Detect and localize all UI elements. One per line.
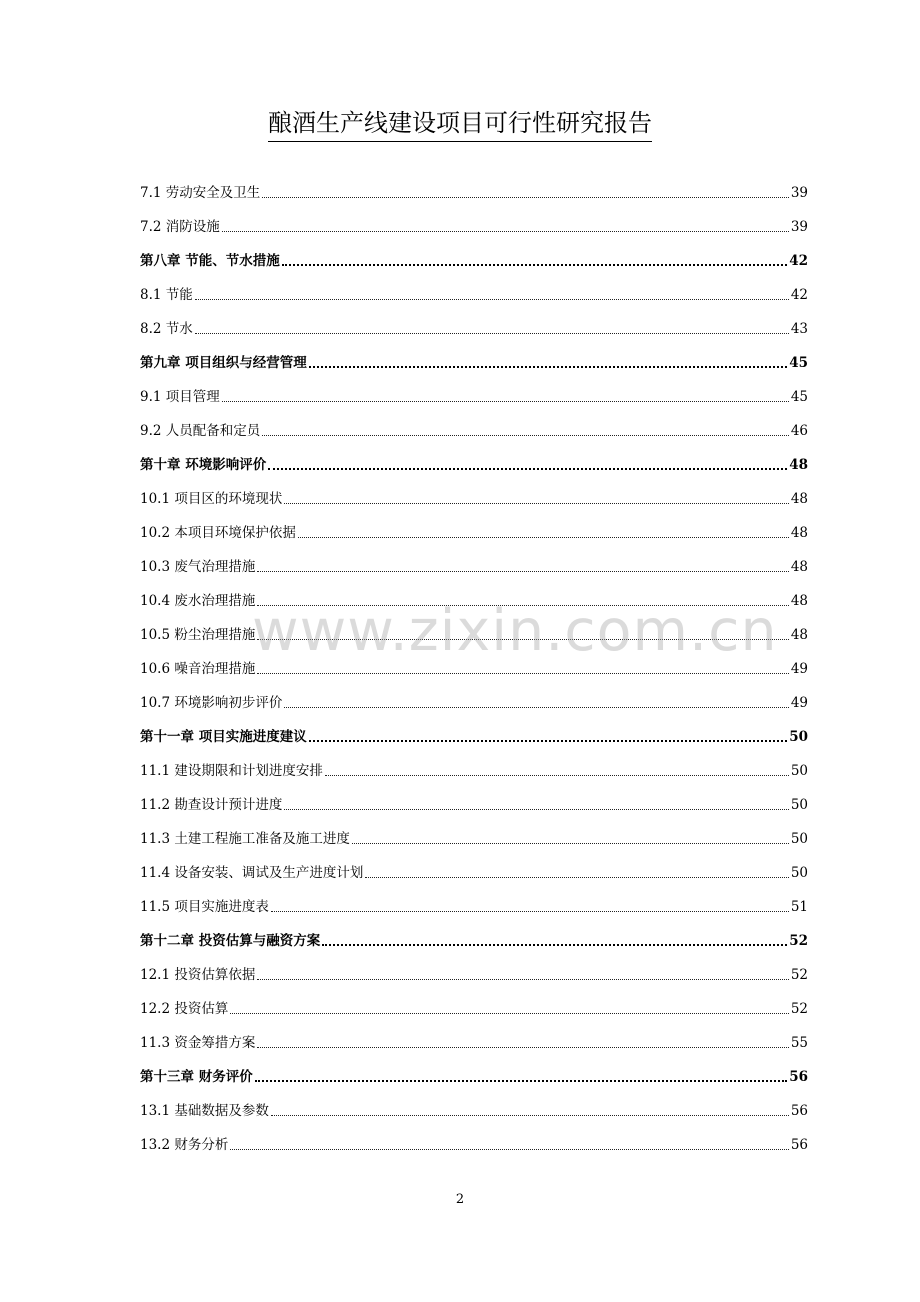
dot-leader	[284, 503, 788, 504]
toc-chapter-page: 42	[789, 253, 808, 269]
toc-entry-page: 39	[790, 219, 808, 235]
dot-leader	[284, 809, 788, 810]
toc-entry-label: 10.4 废水治理措施	[140, 593, 256, 609]
dot-leader	[282, 264, 788, 266]
toc-entry-page: 50	[790, 831, 808, 847]
toc-entry-label: 11.2 勘查设计预计进度	[140, 797, 283, 813]
document-title-text: 酿酒生产线建设项目可行性研究报告	[268, 106, 652, 142]
dot-leader	[271, 1115, 789, 1116]
toc-entry-label: 11.4 设备安装、调试及生产进度计划	[140, 865, 364, 881]
dot-leader	[325, 775, 789, 776]
toc-entry[interactable]	[140, 270, 808, 304]
toc-entry-page: 46	[790, 423, 808, 439]
toc-entry-page: 56	[790, 1103, 808, 1119]
dot-leader	[230, 1149, 788, 1150]
dot-leader	[257, 979, 788, 980]
toc-entry-page: 51	[790, 899, 808, 915]
toc-entry-page: 48	[790, 491, 808, 507]
dot-leader	[230, 1013, 788, 1014]
toc-entry-label: 11.5 项目实施进度表	[140, 899, 269, 915]
toc-chapter-label: 第十二章 投资估算与融资方案	[140, 933, 321, 949]
dot-leader	[257, 673, 788, 674]
toc-entry-label: 7.2 消防设施	[140, 219, 220, 235]
dot-leader	[352, 843, 789, 844]
toc-entry-label: 10.2 本项目环境保护依据	[140, 525, 296, 541]
toc-entry[interactable]	[140, 746, 808, 780]
dot-leader	[222, 401, 789, 402]
toc-chapter[interactable]	[140, 440, 808, 474]
toc-entry[interactable]	[140, 950, 808, 984]
toc-entry[interactable]	[140, 406, 808, 440]
toc-entry-label: 8.2 节水	[140, 321, 193, 337]
toc-entry[interactable]	[140, 984, 808, 1018]
toc-entry-label: 10.1 项目区的环境现状	[140, 491, 283, 507]
dot-leader	[257, 571, 788, 572]
toc-entry-page: 48	[790, 559, 808, 575]
toc-entry-label: 13.1 基础数据及参数	[140, 1103, 269, 1119]
toc-entry-page: 50	[790, 797, 808, 813]
toc-entry[interactable]	[140, 474, 808, 508]
toc-entry[interactable]	[140, 882, 808, 916]
dot-leader	[195, 299, 789, 300]
dot-leader	[195, 333, 789, 334]
toc-entry-label: 11.1 建设期限和计划进度安排	[140, 763, 323, 779]
toc-chapter-page: 52	[789, 933, 808, 949]
toc-entry-label: 8.1 节能	[140, 287, 193, 303]
toc-chapter[interactable]	[140, 338, 808, 372]
toc-entry[interactable]	[140, 372, 808, 406]
dot-leader	[309, 740, 788, 742]
toc-entry-label: 10.7 环境影响初步评价	[140, 695, 283, 711]
watermark: www.zixin.com.cn	[252, 598, 778, 664]
dot-leader	[262, 197, 789, 198]
dot-leader	[271, 911, 789, 912]
toc-entry[interactable]	[140, 848, 808, 882]
dot-leader	[257, 1047, 788, 1048]
toc-chapter-label: 第十三章 财务评价	[140, 1069, 253, 1085]
toc-entry-page: 48	[790, 627, 808, 643]
dot-leader	[322, 944, 787, 946]
toc-entry-page: 48	[790, 525, 808, 541]
toc-entry-page: 49	[790, 695, 808, 711]
toc-chapter-label: 第十一章 项目实施进度建议	[140, 729, 307, 745]
toc-entry-label: 9.1 项目管理	[140, 389, 220, 405]
toc-chapter-label: 第十章 环境影响评价	[140, 457, 267, 473]
dot-leader	[298, 537, 789, 538]
toc-entry-page: 55	[790, 1035, 808, 1051]
toc-entry[interactable]	[140, 542, 808, 576]
dot-leader	[268, 468, 787, 470]
toc-entry-label: 7.1 劳动安全及卫生	[140, 185, 261, 201]
toc-entry-label: 13.2 财务分析	[140, 1137, 229, 1153]
dot-leader	[255, 1080, 788, 1082]
toc-entry-label: 11.3 资金筹措方案	[140, 1035, 256, 1051]
toc-entry-label: 11.3 土建工程施工准备及施工进度	[140, 831, 350, 847]
toc-entry[interactable]	[140, 304, 808, 338]
toc-entry-label: 10.6 噪音治理措施	[140, 661, 256, 677]
toc-chapter[interactable]	[140, 236, 808, 270]
toc-entry-label: 10.3 废气治理措施	[140, 559, 256, 575]
toc-entry-page: 52	[790, 1001, 808, 1017]
toc-entry[interactable]	[140, 168, 808, 202]
toc-entry-page: 42	[790, 287, 808, 303]
dot-leader	[222, 231, 789, 232]
toc-entry-page: 56	[790, 1137, 808, 1153]
toc-chapter-label: 第八章 节能、节水措施	[140, 253, 280, 269]
toc-entry[interactable]	[140, 678, 808, 712]
toc-entry[interactable]	[140, 1086, 808, 1120]
toc-entry-page: 48	[790, 593, 808, 609]
dot-leader	[365, 877, 788, 878]
toc-entry[interactable]	[140, 508, 808, 542]
dot-leader	[262, 435, 789, 436]
toc-entry-page: 49	[790, 661, 808, 677]
toc-chapter-page: 56	[789, 1069, 808, 1085]
toc-entry-label: 9.2 人员配备和定员	[140, 423, 261, 439]
toc-entry-page: 45	[790, 389, 808, 405]
toc-chapter-page: 45	[789, 355, 808, 371]
toc-chapter-label: 第九章 项目组织与经营管理	[140, 355, 307, 371]
toc-entry[interactable]	[140, 814, 808, 848]
toc-chapter[interactable]	[140, 916, 808, 950]
toc-entry-page: 43	[790, 321, 808, 337]
toc-chapter-page: 50	[789, 729, 808, 745]
document-title	[0, 106, 920, 142]
toc-entry-label: 12.1 投资估算依据	[140, 967, 256, 983]
toc-entry-page: 50	[790, 865, 808, 881]
toc-entry-page: 50	[790, 763, 808, 779]
dot-leader	[284, 707, 788, 708]
page-number: 2	[455, 1192, 465, 1207]
toc-entry-label: 10.5 粉尘治理措施	[140, 627, 256, 643]
toc-chapter[interactable]	[140, 712, 808, 746]
toc-chapter-page: 48	[789, 457, 808, 473]
toc-entry[interactable]	[140, 1018, 808, 1052]
toc-chapter[interactable]	[140, 1052, 808, 1086]
toc-entry[interactable]	[140, 1120, 808, 1154]
toc-entry-page: 52	[790, 967, 808, 983]
toc-entry[interactable]	[140, 780, 808, 814]
toc-entry-label: 12.2 投资估算	[140, 1001, 229, 1017]
dot-leader	[309, 366, 788, 368]
toc-entry-page: 39	[790, 185, 808, 201]
toc-entry[interactable]	[140, 202, 808, 236]
